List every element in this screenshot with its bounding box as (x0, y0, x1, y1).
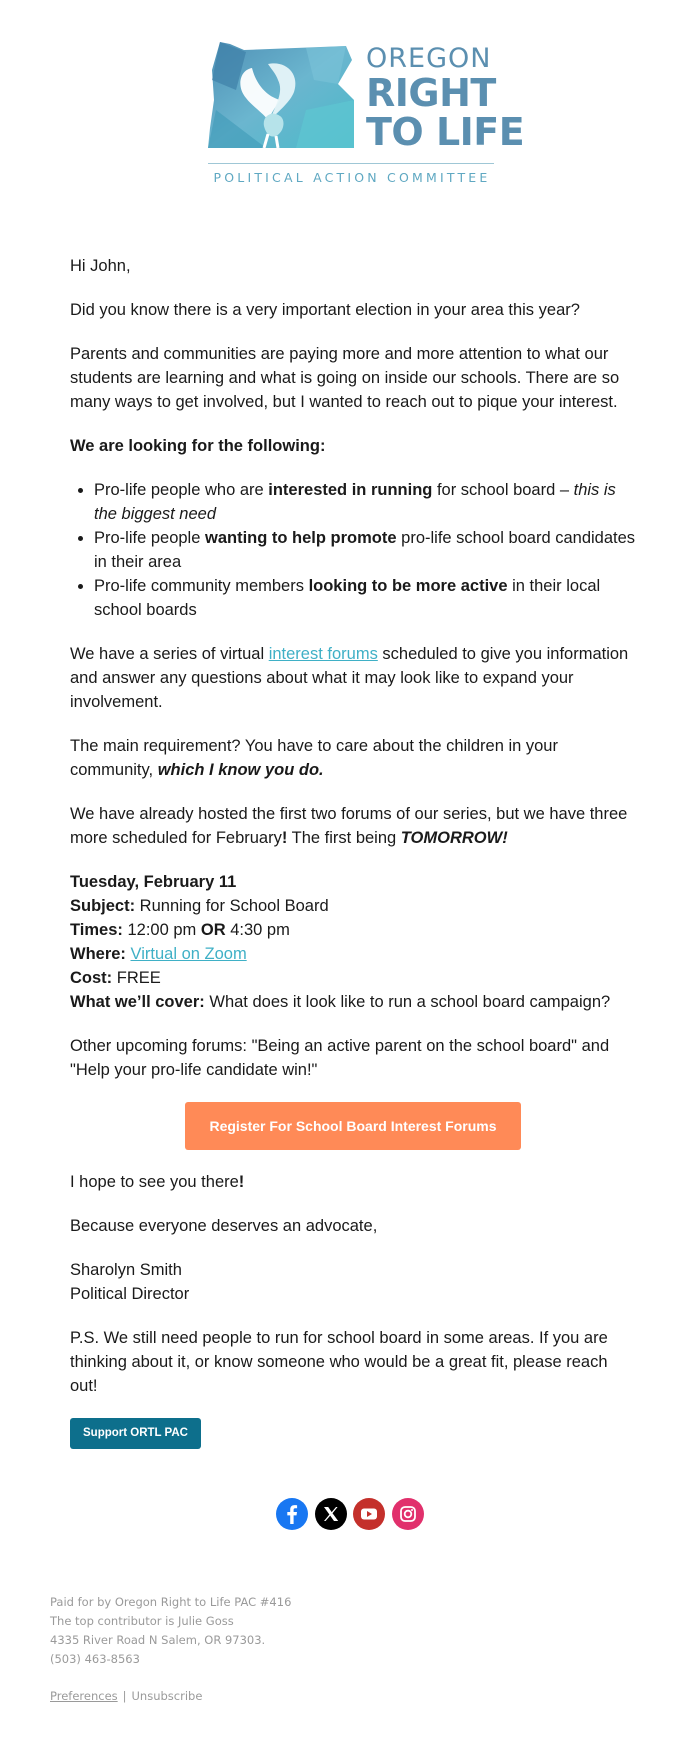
intro-paragraph: Did you know there is a very important election in your area this year? (70, 301, 580, 319)
signer-name: Sharolyn Smith (70, 1261, 182, 1279)
footer-phone: (503) 463-8563 (50, 1652, 140, 1666)
list-item: • Pro-life community members looking to be more active in their local school boards (94, 574, 636, 622)
facebook-icon[interactable] (276, 1498, 308, 1530)
logo-line-oregon: OREGON (366, 43, 492, 74)
unsubscribe-link[interactable]: Unsubscribe (131, 1689, 203, 1703)
signer-title: Political Director (70, 1285, 190, 1303)
instagram-icon[interactable] (392, 1498, 424, 1530)
event-times: Times: 12:00 pm OR 4:30 pm (70, 921, 290, 939)
looking-for-heading: We are looking for the following: (70, 437, 326, 455)
support-button[interactable]: Support ORTL PAC (70, 1418, 201, 1449)
footer-address: 4335 River Road N Salem, OR 97303. (50, 1633, 266, 1647)
logo-divider (208, 163, 494, 164)
logo-line-to-life: TO LIFE (366, 110, 525, 154)
event-where: Where: Virtual on Zoom (70, 945, 247, 963)
list-item: • Pro-life people who are interested in running for school board – this is the biggest need (94, 478, 636, 526)
event-details (70, 870, 636, 1014)
event-subject: Subject: Running for School Board (70, 897, 329, 915)
x-icon[interactable] (315, 1498, 347, 1530)
signoff: Because everyone deserves an advocate, (70, 1217, 378, 1235)
other-forums-paragraph: Other upcoming forums: "Being an active parent on the school board" and "Help your pro-life candidate win!" (70, 1037, 610, 1079)
youtube-icon[interactable] (353, 1498, 385, 1530)
hope-paragraph: I hope to see you there! (70, 1173, 245, 1191)
hosted-paragraph: We have already hosted the first two forums of our series, but we have three more scheduled for February! The first being TOMORROW! (70, 805, 628, 847)
list-item: • Pro-life people wanting to help promote pro-life school board candidates in their area (94, 526, 636, 574)
email-body (70, 254, 636, 1449)
logo-line-right: RIGHT (366, 71, 496, 115)
event-cover: What we’ll cover: What does it look like to run a school board campaign? (70, 993, 611, 1011)
ps-paragraph: P.S. We still need people to run for school board in some areas. If you are thinking about it, or know someone who would be a great fit, please reach out! (70, 1329, 608, 1395)
footer-line: The top contributor is Julie Goss (50, 1614, 234, 1628)
preferences-link[interactable]: Preferences (50, 1689, 118, 1703)
event-cost: Cost: FREE (70, 969, 161, 987)
signature (70, 1258, 636, 1306)
logo-tagline: POLITICAL ACTION COMMITTEE (213, 170, 491, 185)
greeting: Hi John, (70, 257, 131, 275)
email-header (0, 0, 700, 200)
footer-separator: | (122, 1689, 127, 1703)
event-date: Tuesday, February 11 (70, 873, 237, 891)
requirement-paragraph: The main requirement? You have to care about the children in your community, which I know you do. (70, 737, 558, 779)
support-button-wrap (70, 1418, 636, 1449)
interest-forums-link[interactable]: interest forums (268, 645, 378, 663)
social-links (0, 1498, 700, 1530)
oregon-logo-icon (206, 40, 356, 152)
footer-links (50, 1689, 202, 1703)
footer-disclaimer (50, 1593, 291, 1669)
zoom-link[interactable]: Virtual on Zoom (130, 945, 247, 963)
register-button-wrap (70, 1102, 636, 1150)
forums-paragraph: We have a series of virtual interest forums scheduled to give you information and answer any questions about what it may look like to expand your involvement. (70, 645, 629, 711)
logo-wordmark (366, 44, 524, 152)
footer-line: Paid for by Oregon Right to Life PAC #416 (50, 1595, 292, 1609)
context-paragraph: Parents and communities are paying more and more attention to what our students are learning and what is going on inside our schools. There are so many ways to get involved, but I wanted to reach out to pique your interest. (70, 345, 620, 411)
looking-for-list (70, 478, 636, 622)
register-button[interactable]: Register For School Board Interest Forums (185, 1102, 521, 1150)
